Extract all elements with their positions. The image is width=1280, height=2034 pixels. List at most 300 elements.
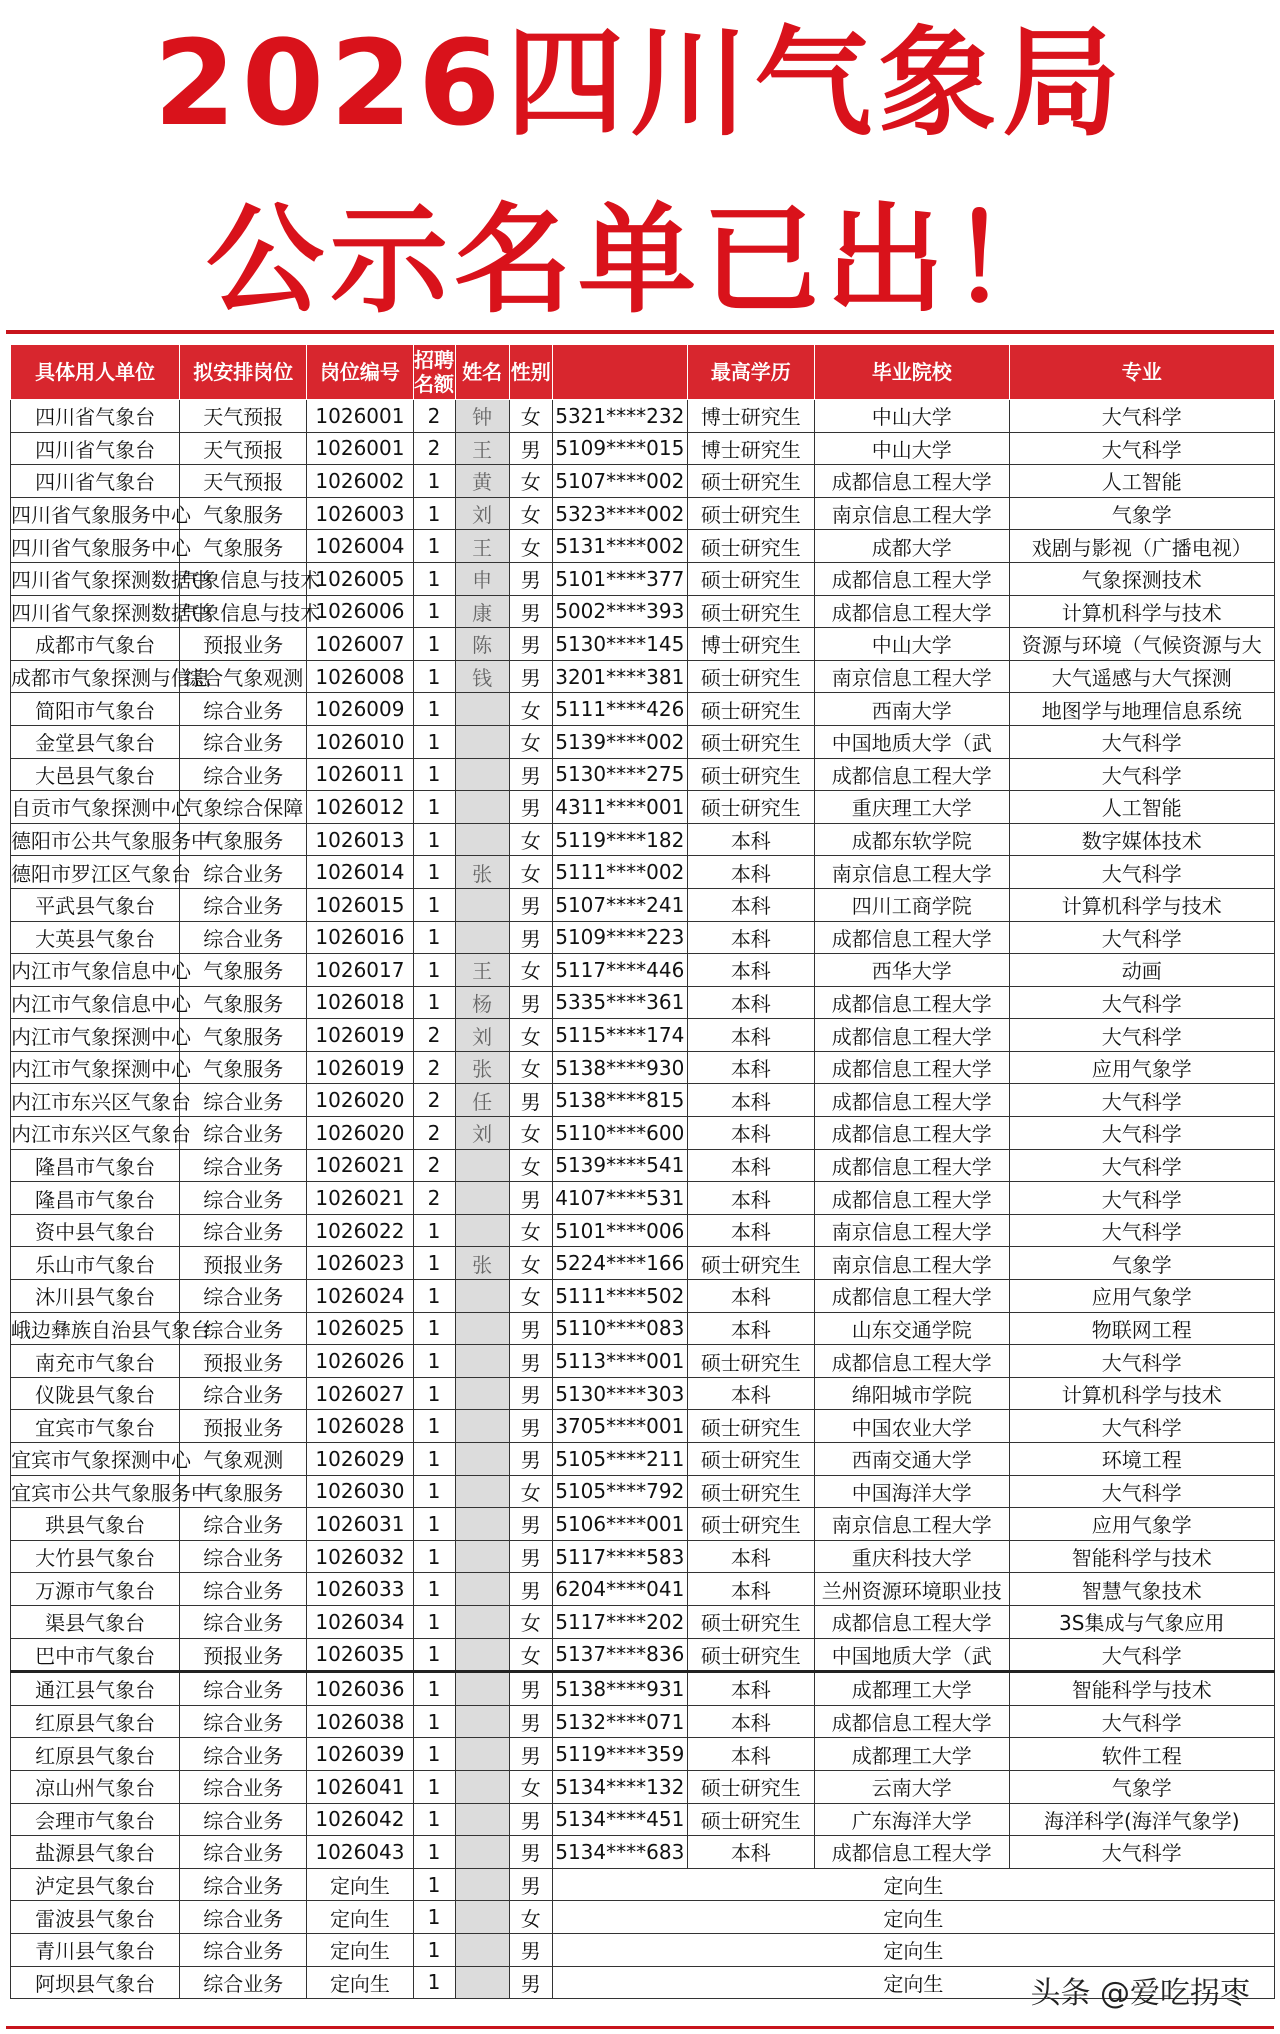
cell-education: 本科	[687, 1280, 814, 1313]
cell-position: 气象观测	[180, 1443, 307, 1476]
cell-id: 5335****361	[552, 986, 687, 1019]
cell-id: 5101****377	[552, 562, 687, 595]
cell-major: 应用气象学	[1009, 1051, 1274, 1084]
cell-unit: 德阳市公共气象服务中	[11, 823, 180, 856]
cell-school: 成都信息工程大学	[814, 1019, 1009, 1052]
cell-education: 硕士研究生	[687, 1508, 814, 1541]
cell-major: 大气科学	[1009, 1410, 1274, 1443]
cell-major: 大气科学	[1009, 725, 1274, 758]
cell-education: 硕士研究生	[687, 1247, 814, 1280]
cell-gender: 男	[509, 1672, 552, 1706]
cell-major: 大气科学	[1009, 1149, 1274, 1182]
cell-id: 5139****002	[552, 725, 687, 758]
cell-id: 5138****930	[552, 1051, 687, 1084]
table-row	[11, 1051, 1275, 1084]
cell-quota: 1	[413, 1312, 455, 1345]
cell-quota: 1	[413, 1540, 455, 1573]
cell-name	[455, 1966, 509, 1999]
cell-education: 硕士研究生	[687, 1410, 814, 1443]
cell-position: 综合业务	[180, 921, 307, 954]
cell-school: 四川工商学院	[814, 888, 1009, 921]
table-row	[11, 595, 1275, 628]
table-row	[11, 530, 1275, 563]
table-row	[11, 660, 1275, 693]
cell-code: 1026017	[307, 954, 413, 987]
cell-school: 成都信息工程大学	[814, 1051, 1009, 1084]
cell-name	[455, 758, 509, 791]
cell-unit: 自贡市气象探测中心	[11, 791, 180, 824]
cell-id: 5111****002	[552, 856, 687, 889]
cell-code: 1026020	[307, 1084, 413, 1117]
cell-school: 中国地质大学（武	[814, 1638, 1009, 1672]
table-row	[11, 725, 1275, 758]
cell-id: 5224****166	[552, 1247, 687, 1280]
cell-name	[455, 1672, 509, 1706]
cell-id: 5105****792	[552, 1475, 687, 1508]
cell-major: 气象学	[1009, 497, 1274, 530]
cell-education: 硕士研究生	[687, 1443, 814, 1476]
cell-position: 预报业务	[180, 1638, 307, 1672]
cell-name	[455, 1182, 509, 1215]
cell-id: 5130****303	[552, 1377, 687, 1410]
cell-id: 5101****006	[552, 1214, 687, 1247]
cell-quota: 1	[413, 986, 455, 1019]
cell-school: 南京信息工程大学	[814, 1508, 1009, 1541]
cell-gender: 男	[509, 1345, 552, 1378]
table-body	[11, 400, 1275, 1999]
table-row	[11, 1247, 1275, 1280]
cell-id: 5138****815	[552, 1084, 687, 1117]
cell-code: 1026031	[307, 1508, 413, 1541]
cell-gender: 女	[509, 530, 552, 563]
cell-quota: 1	[413, 758, 455, 791]
cell-code: 1026036	[307, 1672, 413, 1706]
cell-school: 成都信息工程大学	[814, 1280, 1009, 1313]
cell-education: 博士研究生	[687, 432, 814, 465]
table-row	[11, 497, 1275, 530]
cell-school: 中国海洋大学	[814, 1475, 1009, 1508]
cell-education: 本科	[687, 921, 814, 954]
cell-major: 大气科学	[1009, 1117, 1274, 1150]
cell-id: 5119****182	[552, 823, 687, 856]
cell-position: 综合业务	[180, 1705, 307, 1738]
table-row	[11, 1019, 1275, 1052]
cell-position: 综合业务	[180, 1901, 307, 1934]
cell-school: 成都理工大学	[814, 1738, 1009, 1771]
cell-quota: 2	[413, 1182, 455, 1215]
cell-school: 山东交通学院	[814, 1312, 1009, 1345]
cell-id: 5002****393	[552, 595, 687, 628]
cell-id: 5109****015	[552, 432, 687, 465]
cell-education: 硕士研究生	[687, 465, 814, 498]
cell-school: 中山大学	[814, 628, 1009, 661]
table-row	[11, 1672, 1275, 1706]
table-row	[11, 1475, 1275, 1508]
cell-school: 成都信息工程大学	[814, 758, 1009, 791]
cell-major: 智能科学与技术	[1009, 1540, 1274, 1573]
cell-id: 5131****002	[552, 530, 687, 563]
cell-gender: 男	[509, 1933, 552, 1966]
cell-major: 智能科学与技术	[1009, 1672, 1274, 1706]
cell-gender: 女	[509, 856, 552, 889]
cell-school: 南京信息工程大学	[814, 856, 1009, 889]
table-row-directed	[11, 1933, 1275, 1966]
cell-quota: 1	[413, 1933, 455, 1966]
cell-unit: 内江市气象信息中心	[11, 954, 180, 987]
cell-school: 西南交通大学	[814, 1443, 1009, 1476]
cell-quota: 2	[413, 400, 455, 433]
page-title-line1: 2026四川气象局	[153, 14, 1127, 152]
cell-name	[455, 1770, 509, 1803]
cell-name: 陈	[455, 628, 509, 661]
header-code: 岗位编号	[307, 345, 413, 400]
cell-name	[455, 1868, 509, 1901]
cell-gender: 男	[509, 562, 552, 595]
cell-position: 气象服务	[180, 1019, 307, 1052]
cell-school: 绵阳城市学院	[814, 1377, 1009, 1410]
cell-position: 预报业务	[180, 628, 307, 661]
cell-unit: 大邑县气象台	[11, 758, 180, 791]
cell-education: 本科	[687, 1312, 814, 1345]
cell-school: 重庆理工大学	[814, 791, 1009, 824]
cell-id: 5130****145	[552, 628, 687, 661]
cell-id: 5113****001	[552, 1345, 687, 1378]
cell-gender: 男	[509, 758, 552, 791]
cell-school: 成都理工大学	[814, 1672, 1009, 1706]
cell-unit: 会理市气象台	[11, 1803, 180, 1836]
table-row	[11, 1508, 1275, 1541]
cell-school: 兰州资源环境职业技	[814, 1573, 1009, 1606]
cell-position: 综合业务	[180, 1084, 307, 1117]
cell-unit: 宜宾市气象台	[11, 1410, 180, 1443]
cell-school: 西南大学	[814, 693, 1009, 726]
header-education: 最高学历	[687, 345, 814, 400]
cell-school: 南京信息工程大学	[814, 497, 1009, 530]
table-row	[11, 921, 1275, 954]
cell-education: 本科	[687, 1149, 814, 1182]
cell-quota: 1	[413, 954, 455, 987]
cell-education: 硕士研究生	[687, 1803, 814, 1836]
cell-unit: 内江市气象信息中心	[11, 986, 180, 1019]
cell-name	[455, 1638, 509, 1672]
table-row	[11, 432, 1275, 465]
cell-quota: 1	[413, 921, 455, 954]
cell-gender: 女	[509, 1605, 552, 1638]
cell-position: 气象综合保障	[180, 791, 307, 824]
cell-position: 综合业务	[180, 1182, 307, 1215]
cell-major: 大气科学	[1009, 1084, 1274, 1117]
cell-position: 综合业务	[180, 1868, 307, 1901]
cell-gender: 女	[509, 725, 552, 758]
table-row	[11, 1214, 1275, 1247]
cell-code: 1026042	[307, 1803, 413, 1836]
cell-code: 1026005	[307, 562, 413, 595]
table-row	[11, 954, 1275, 987]
cell-id: 5117****446	[552, 954, 687, 987]
cell-quota: 2	[413, 1019, 455, 1052]
cell-education: 本科	[687, 1672, 814, 1706]
cell-school: 成都信息工程大学	[814, 921, 1009, 954]
table-row	[11, 1084, 1275, 1117]
table-row	[11, 1738, 1275, 1771]
cell-code: 1026013	[307, 823, 413, 856]
cell-id: 5321****232	[552, 400, 687, 433]
cell-unit: 隆昌市气象台	[11, 1182, 180, 1215]
cell-education: 本科	[687, 1117, 814, 1150]
cell-unit: 隆昌市气象台	[11, 1149, 180, 1182]
cell-gender: 男	[509, 986, 552, 1019]
cell-position: 综合业务	[180, 1280, 307, 1313]
cell-gender: 男	[509, 432, 552, 465]
cell-name: 王	[455, 432, 509, 465]
cell-position: 综合气象观测	[180, 660, 307, 693]
cell-code: 1026012	[307, 791, 413, 824]
cell-unit: 内江市东兴区气象台	[11, 1117, 180, 1150]
cell-school: 成都大学	[814, 530, 1009, 563]
table-row	[11, 1149, 1275, 1182]
cell-position: 气象服务	[180, 986, 307, 1019]
cell-name: 申	[455, 562, 509, 595]
cell-school: 成都信息工程大学	[814, 1605, 1009, 1638]
cell-gender: 男	[509, 1705, 552, 1738]
cell-name: 黄	[455, 465, 509, 498]
cell-unit: 珙县气象台	[11, 1508, 180, 1541]
cell-code: 1026011	[307, 758, 413, 791]
cell-code: 定向生	[307, 1966, 413, 1999]
cell-gender: 男	[509, 1738, 552, 1771]
cell-education: 本科	[687, 1084, 814, 1117]
cell-gender: 男	[509, 1573, 552, 1606]
cell-id: 5111****502	[552, 1280, 687, 1313]
cell-major: 计算机科学与技术	[1009, 888, 1274, 921]
table-header-row	[11, 345, 1275, 400]
page-title-line2: 公示名单已出！	[205, 191, 1074, 329]
cell-quota: 1	[413, 1410, 455, 1443]
cell-education: 硕士研究生	[687, 693, 814, 726]
table-row	[11, 986, 1275, 1019]
cell-quota: 1	[413, 888, 455, 921]
table-row	[11, 400, 1275, 433]
cell-school: 中山大学	[814, 432, 1009, 465]
cell-unit: 内江市气象探测中心	[11, 1051, 180, 1084]
cell-quota: 1	[413, 1247, 455, 1280]
cell-quota: 1	[413, 1868, 455, 1901]
cell-id: 5115****174	[552, 1019, 687, 1052]
cell-gender: 男	[509, 595, 552, 628]
cell-quota: 1	[413, 1475, 455, 1508]
cell-education: 本科	[687, 1705, 814, 1738]
cell-major: 智慧气象技术	[1009, 1573, 1274, 1606]
cell-major: 大气科学	[1009, 1019, 1274, 1052]
cell-id: 5107****241	[552, 888, 687, 921]
cell-unit: 红原县气象台	[11, 1705, 180, 1738]
cell-quota: 1	[413, 823, 455, 856]
cell-quota: 1	[413, 693, 455, 726]
cell-code: 1026001	[307, 400, 413, 433]
cell-major: 大气科学	[1009, 1638, 1274, 1672]
cell-unit: 盐源县气象台	[11, 1836, 180, 1869]
cell-unit: 峨边彝族自治县气象台	[11, 1312, 180, 1345]
cell-name	[455, 693, 509, 726]
cell-name	[455, 1475, 509, 1508]
cell-name: 钱	[455, 660, 509, 693]
cell-unit: 红原县气象台	[11, 1738, 180, 1771]
cell-school: 成都信息工程大学	[814, 562, 1009, 595]
cell-major: 大气科学	[1009, 1836, 1274, 1869]
cell-quota: 1	[413, 497, 455, 530]
cell-position: 综合业务	[180, 1540, 307, 1573]
cell-code: 1026033	[307, 1573, 413, 1606]
cell-gender: 女	[509, 954, 552, 987]
header-school: 毕业院校	[814, 345, 1009, 400]
cell-unit: 宜宾市气象探测中心	[11, 1443, 180, 1476]
cell-name: 张	[455, 1247, 509, 1280]
cell-major: 大气科学	[1009, 986, 1274, 1019]
cell-quota: 1	[413, 1573, 455, 1606]
cell-unit: 泸定县气象台	[11, 1868, 180, 1901]
cell-position: 综合业务	[180, 888, 307, 921]
cell-position: 综合业务	[180, 1508, 307, 1541]
cell-quota: 1	[413, 1377, 455, 1410]
table-row	[11, 791, 1275, 824]
cell-code: 1026018	[307, 986, 413, 1019]
cell-id: 6204****041	[552, 1573, 687, 1606]
cell-id: 5323****002	[552, 497, 687, 530]
cell-unit: 四川省气象台	[11, 465, 180, 498]
cell-position: 综合业务	[180, 1738, 307, 1771]
table-row	[11, 1312, 1275, 1345]
cell-position: 综合业务	[180, 1836, 307, 1869]
cell-code: 1026004	[307, 530, 413, 563]
cell-quota: 1	[413, 791, 455, 824]
cell-code: 1026039	[307, 1738, 413, 1771]
cell-education: 硕士研究生	[687, 1475, 814, 1508]
table-row	[11, 823, 1275, 856]
cell-unit: 四川省气象探测数据中	[11, 595, 180, 628]
header-id	[552, 345, 687, 400]
table-row	[11, 1443, 1275, 1476]
cell-education: 本科	[687, 986, 814, 1019]
cell-major: 大气科学	[1009, 1705, 1274, 1738]
cell-school: 成都信息工程大学	[814, 1182, 1009, 1215]
cell-education: 本科	[687, 823, 814, 856]
cell-major: 地图学与地理信息系统	[1009, 693, 1274, 726]
cell-position: 综合业务	[180, 1933, 307, 1966]
cell-position: 预报业务	[180, 1345, 307, 1378]
cell-code: 1026006	[307, 595, 413, 628]
cell-unit: 巴中市气象台	[11, 1638, 180, 1672]
cell-school: 云南大学	[814, 1770, 1009, 1803]
cell-code: 1026032	[307, 1540, 413, 1573]
cell-name	[455, 1443, 509, 1476]
cell-school: 西华大学	[814, 954, 1009, 987]
cell-education: 硕士研究生	[687, 1638, 814, 1672]
cell-name	[455, 1901, 509, 1934]
cell-unit: 四川省气象服务中心	[11, 497, 180, 530]
cell-school: 成都信息工程大学	[814, 1836, 1009, 1869]
table-row	[11, 1803, 1275, 1836]
cell-position: 综合业务	[180, 1117, 307, 1150]
cell-education: 硕士研究生	[687, 1770, 814, 1803]
cell-name: 张	[455, 1051, 509, 1084]
cell-quota: 1	[413, 1672, 455, 1706]
cell-school: 南京信息工程大学	[814, 1247, 1009, 1280]
cell-unit: 宜宾市公共气象服务中	[11, 1475, 180, 1508]
cell-education: 本科	[687, 1836, 814, 1869]
cell-major: 应用气象学	[1009, 1280, 1274, 1313]
cell-major: 大气科学	[1009, 1475, 1274, 1508]
cell-name	[455, 1540, 509, 1573]
cell-school: 重庆科技大学	[814, 1540, 1009, 1573]
cell-education: 本科	[687, 1377, 814, 1410]
cell-education: 硕士研究生	[687, 1605, 814, 1638]
cell-position: 综合业务	[180, 1149, 307, 1182]
cell-code: 1026028	[307, 1410, 413, 1443]
cell-unit: 南充市气象台	[11, 1345, 180, 1378]
cell-gender: 男	[509, 1377, 552, 1410]
cell-major: 软件工程	[1009, 1738, 1274, 1771]
cell-unit: 阿坝县气象台	[11, 1966, 180, 1999]
cell-id: 5110****083	[552, 1312, 687, 1345]
table-row	[11, 465, 1275, 498]
cell-unit: 乐山市气象台	[11, 1247, 180, 1280]
cell-education: 硕士研究生	[687, 530, 814, 563]
cell-major: 大气遥感与大气探测	[1009, 660, 1274, 693]
table-row	[11, 1377, 1275, 1410]
cell-name	[455, 1836, 509, 1869]
cell-code: 1026010	[307, 725, 413, 758]
cell-position: 综合业务	[180, 1966, 307, 1999]
cell-gender: 男	[509, 1966, 552, 1999]
cell-school: 成都东软学院	[814, 823, 1009, 856]
cell-quota: 1	[413, 1966, 455, 1999]
cell-quota: 1	[413, 1901, 455, 1934]
cell-position: 综合业务	[180, 1803, 307, 1836]
cell-code: 1026016	[307, 921, 413, 954]
cell-gender: 男	[509, 628, 552, 661]
cell-school: 成都信息工程大学	[814, 465, 1009, 498]
cell-code: 1026027	[307, 1377, 413, 1410]
cell-name: 刘	[455, 1019, 509, 1052]
table-row	[11, 1117, 1275, 1150]
cell-gender: 女	[509, 1117, 552, 1150]
cell-position: 预报业务	[180, 1410, 307, 1443]
cell-quota: 1	[413, 856, 455, 889]
cell-school: 中国农业大学	[814, 1410, 1009, 1443]
cell-major: 气象学	[1009, 1247, 1274, 1280]
cell-education: 本科	[687, 1214, 814, 1247]
top-divider	[6, 330, 1274, 334]
cell-unit: 大竹县气象台	[11, 1540, 180, 1573]
cell-id: 5111****426	[552, 693, 687, 726]
cell-position: 气象服务	[180, 1475, 307, 1508]
cell-quota: 2	[413, 1051, 455, 1084]
cell-major: 大气科学	[1009, 1214, 1274, 1247]
cell-id: 5134****451	[552, 1803, 687, 1836]
cell-gender: 女	[509, 693, 552, 726]
cell-unit: 金堂县气象台	[11, 725, 180, 758]
cell-quota: 1	[413, 1214, 455, 1247]
cell-id: 5119****359	[552, 1738, 687, 1771]
cell-position: 气象信息与技术	[180, 562, 307, 595]
cell-name	[455, 888, 509, 921]
cell-unit: 成都市气象探测与信息	[11, 660, 180, 693]
cell-code: 1026002	[307, 465, 413, 498]
cell-name	[455, 1345, 509, 1378]
cell-code: 1026021	[307, 1182, 413, 1215]
cell-major: 气象探测技术	[1009, 562, 1274, 595]
cell-gender: 男	[509, 1803, 552, 1836]
